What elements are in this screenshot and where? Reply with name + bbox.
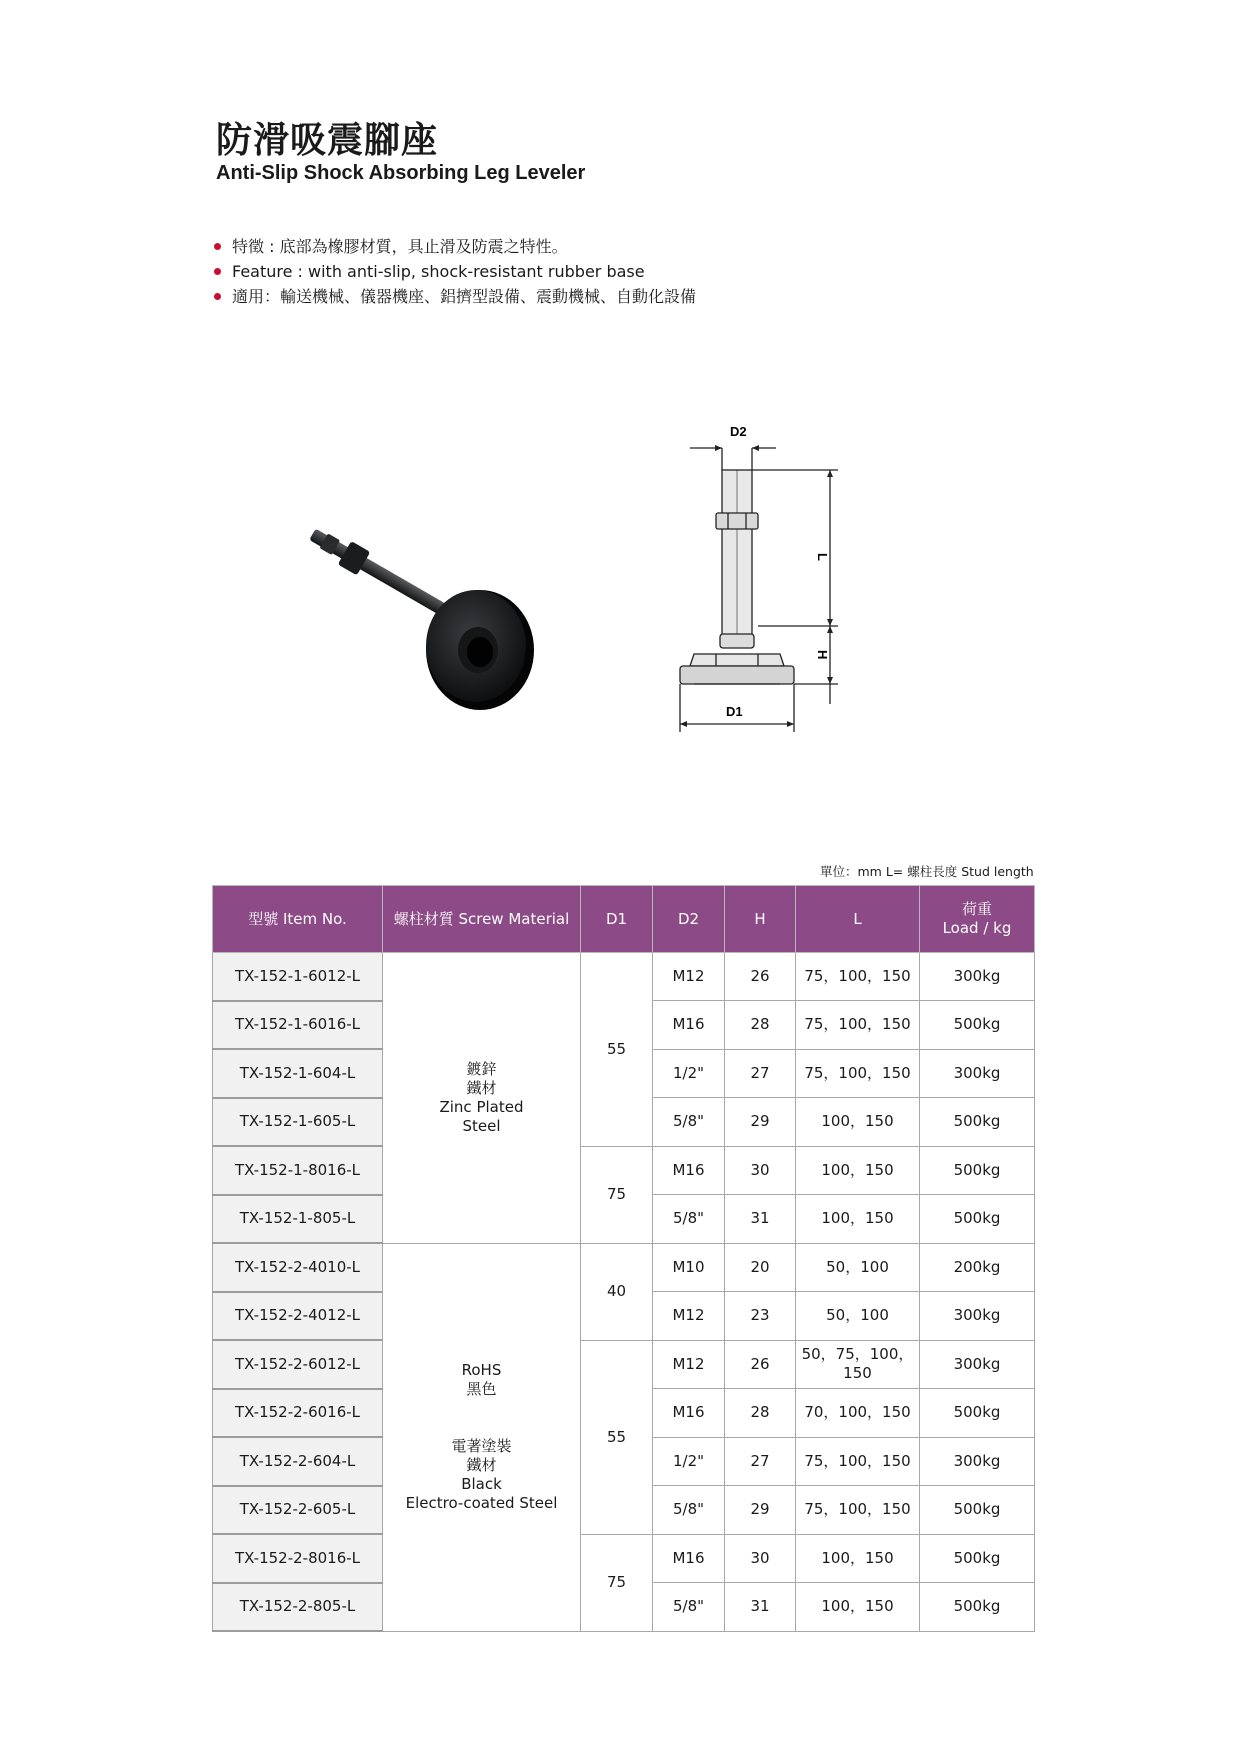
item-no: TX-152-1-6012-L	[213, 953, 383, 1001]
l-value: 50，75，100， 150	[796, 1340, 920, 1389]
screw-material-zinc: 鍍鋅 鐵材 Zinc Plated Steel	[383, 953, 581, 1244]
l-value: 75，100，150	[796, 1001, 920, 1050]
l-value: 100，150	[796, 1146, 920, 1195]
l-value: 100，150	[796, 1098, 920, 1147]
feature-item	[214, 259, 696, 284]
h-value: 29	[725, 1486, 796, 1535]
l-value: 75，100，150	[796, 953, 920, 1001]
d1-value: 55	[581, 953, 653, 1147]
d2-value: M10	[653, 1243, 725, 1292]
load-value: 300kg	[920, 1340, 1035, 1389]
feature-text: Feature : with anti-slip, shock-resistant rubber base	[232, 262, 645, 281]
table-row	[213, 1146, 1035, 1195]
item-no: TX-152-2-8016-L	[213, 1534, 383, 1583]
item-no: TX-152-1-604-L	[213, 1049, 383, 1098]
item-no: TX-152-2-6012-L	[213, 1340, 383, 1389]
page-subtitle: Anti-Slip Shock Absorbing Leg Leveler	[216, 162, 586, 184]
h-value: 27	[725, 1049, 796, 1098]
load-value: 300kg	[920, 1049, 1035, 1098]
screw-material-black: RoHS 黑色 電著塗裝 鐵材 Black Electro-coated Steel	[383, 1243, 581, 1631]
table-row	[213, 1243, 1035, 1292]
dim-l-label: L	[815, 553, 830, 561]
l-value: 100，150	[796, 1195, 920, 1244]
l-value: 70，100，150	[796, 1389, 920, 1438]
load-value: 500kg	[920, 1195, 1035, 1244]
load-value: 500kg	[920, 1146, 1035, 1195]
table-row	[213, 953, 1035, 1001]
h-value: 28	[725, 1389, 796, 1438]
load-value: 500kg	[920, 1486, 1035, 1535]
d2-value: 5/8"	[653, 1583, 725, 1632]
d2-value: 5/8"	[653, 1098, 725, 1147]
item-no: TX-152-2-4012-L	[213, 1292, 383, 1341]
d2-value: M16	[653, 1146, 725, 1195]
d1-value: 75	[581, 1146, 653, 1243]
d2-value: M16	[653, 1389, 725, 1438]
h-value: 31	[725, 1583, 796, 1632]
table-row	[213, 1340, 1035, 1389]
table-row	[213, 1534, 1035, 1583]
d2-value: 5/8"	[653, 1486, 725, 1535]
load-value: 500kg	[920, 1389, 1035, 1438]
item-no: TX-152-2-605-L	[213, 1486, 383, 1535]
h-value: 31	[725, 1195, 796, 1244]
l-value: 75，100，150	[796, 1437, 920, 1486]
d1-value: 75	[581, 1534, 653, 1631]
d2-value: M12	[653, 953, 725, 1001]
l-value: 100，150	[796, 1534, 920, 1583]
dim-d1-label: D1	[726, 704, 743, 719]
col-header-d2: D2	[653, 886, 725, 953]
l-value: 75，100，150	[796, 1049, 920, 1098]
l-value: 75，100，150	[796, 1486, 920, 1535]
d2-value: M12	[653, 1340, 725, 1389]
item-no: TX-152-1-8016-L	[213, 1146, 383, 1195]
spec-table	[212, 885, 1035, 1632]
bullet-icon	[214, 268, 221, 275]
h-value: 20	[725, 1243, 796, 1292]
h-value: 23	[725, 1292, 796, 1341]
feature-text: 適用：輸送機械、儀器機座、鋁擠型設備、震動機械、自動化設備	[232, 287, 697, 306]
item-no: TX-152-2-604-L	[213, 1437, 383, 1486]
h-value: 28	[725, 1001, 796, 1050]
unit-note: 單位：mm L= 螺柱長度 Stud length	[820, 864, 1034, 879]
load-value: 500kg	[920, 1001, 1035, 1050]
h-value: 26	[725, 1340, 796, 1389]
l-value: 50，100	[796, 1292, 920, 1341]
h-value: 27	[725, 1437, 796, 1486]
load-value: 300kg	[920, 1292, 1035, 1341]
bullet-icon	[214, 243, 221, 250]
col-header-load-zh: 荷重	[961, 900, 992, 918]
h-value: 30	[725, 1146, 796, 1195]
load-value: 300kg	[920, 953, 1035, 1001]
feature-item	[214, 234, 696, 259]
item-no: TX-152-2-805-L	[213, 1583, 383, 1632]
d2-value: 1/2"	[653, 1437, 725, 1486]
d2-value: 1/2"	[653, 1049, 725, 1098]
d2-value: 5/8"	[653, 1195, 725, 1244]
col-header-material: 螺柱材質 Screw Material	[383, 886, 581, 953]
item-no: TX-152-2-4010-L	[213, 1243, 383, 1292]
feature-text: 特徵 : 底部為橡膠材質，具止滑及防震之特性。	[232, 237, 568, 256]
bullet-icon	[214, 293, 221, 300]
load-value: 500kg	[920, 1583, 1035, 1632]
item-no: TX-152-1-605-L	[213, 1098, 383, 1147]
item-no: TX-152-2-6016-L	[213, 1389, 383, 1438]
item-no: TX-152-1-6016-L	[213, 1001, 383, 1050]
d1-value: 55	[581, 1340, 653, 1534]
col-header-item: 型號 Item No.	[213, 886, 383, 953]
l-value: 50，100	[796, 1243, 920, 1292]
col-header-d1: D1	[581, 886, 653, 953]
d1-value: 40	[581, 1243, 653, 1340]
col-header-l: L	[796, 886, 920, 953]
load-value: 300kg	[920, 1437, 1035, 1486]
product-photo	[308, 528, 558, 718]
h-value: 26	[725, 953, 796, 1001]
load-value: 200kg	[920, 1243, 1035, 1292]
l-value: 100，150	[796, 1583, 920, 1632]
col-header-load-en: Load / kg	[942, 919, 1012, 937]
load-value: 500kg	[920, 1098, 1035, 1147]
col-header-load	[920, 886, 1035, 953]
feature-item	[214, 284, 696, 309]
table-header-row	[213, 886, 1035, 953]
d2-value: M12	[653, 1292, 725, 1341]
technical-drawing	[660, 418, 860, 738]
item-no: TX-152-1-805-L	[213, 1195, 383, 1244]
feature-list	[214, 234, 696, 309]
dim-h-label: H	[815, 650, 830, 660]
load-value: 500kg	[920, 1534, 1035, 1583]
d2-value: M16	[653, 1001, 725, 1050]
page-title: 防滑吸震腳座	[216, 120, 439, 161]
h-value: 30	[725, 1534, 796, 1583]
h-value: 29	[725, 1098, 796, 1147]
d2-value: M16	[653, 1534, 725, 1583]
col-header-h: H	[725, 886, 796, 953]
dim-d2-label: D2	[730, 424, 747, 439]
